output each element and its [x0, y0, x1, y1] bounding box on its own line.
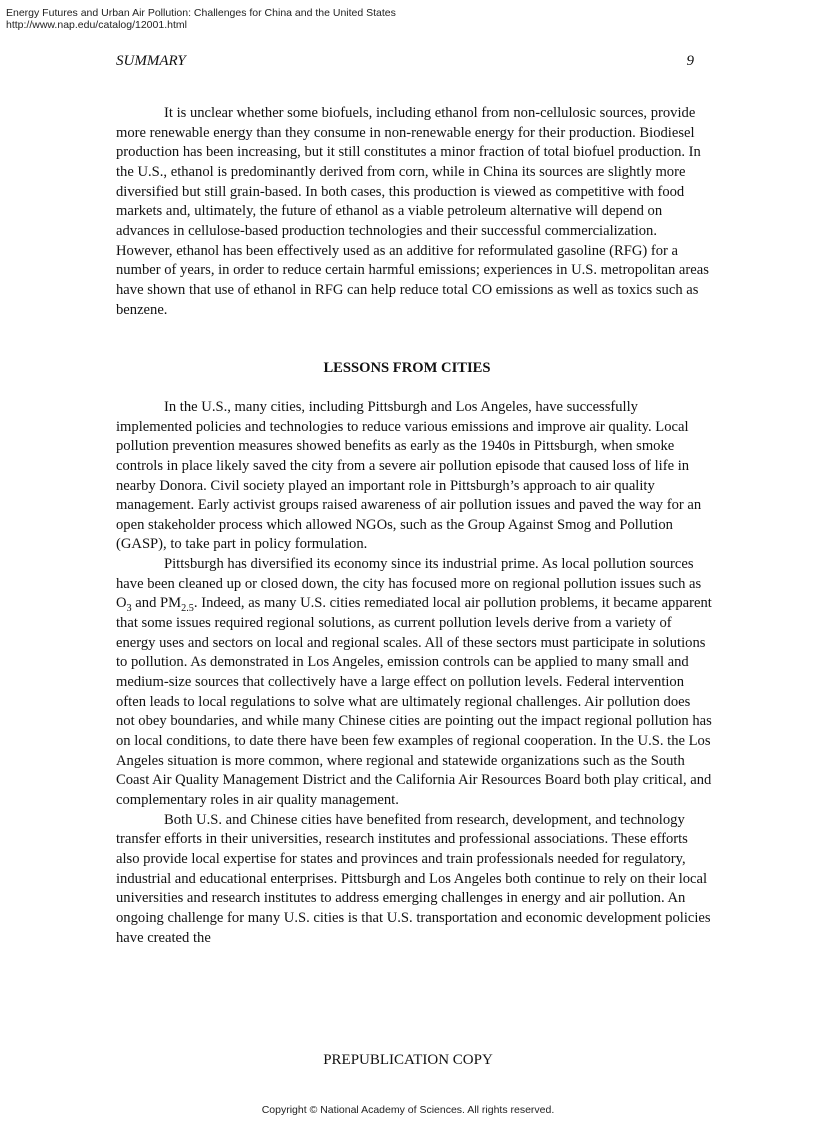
prepublication-footer: PREPUBLICATION COPY	[323, 1052, 493, 1068]
copyright-notice: Copyright © National Academy of Sciences. All rights reserved.	[261, 1104, 555, 1116]
subscript-pm25: 2.5	[181, 603, 194, 615]
pittsburgh-text-before: Pittsburgh has diversified its economy since its industrial prime. As local pollution sources have been cleaned up or closed down, the city has focused more on regional pollution issues such as O	[116, 556, 702, 612]
body-text	[116, 104, 712, 948]
paragraph-biofuels: It is unclear whether some biofuels, including ethanol from non-cellulosic sources, provide more renewable energy than they consume in non-renewable energy for their production. Biodiesel production has been increasing, but it still constitutes a minor fraction of total biofuel production. In the U.S., ethanol is predominantly derived from corn, while in China its sources are slightly more diversified but still grain-based. In both cases, this production is viewed as competitive with food markets and, ultimately, the future of ethanol as a viable petroleum alternative will depend on advances in cellulose-based production technologies and their successful commercialization. However, ethanol has been effectively used as an additive for reformulated gasoline (RFG) for a number of years, in order to reduce certain harmful emissions; experiences in U.S. metropolitan areas have shown that use of ethanol in RFG can help reduce total CO emissions as well as toxics such as benzene.	[116, 105, 709, 318]
pittsburgh-text-mid: and PM	[131, 595, 182, 612]
pittsburgh-text-after: . Indeed, as many U.S. cities remediated local air pollution problems, it became apparent that some issues required regional solutions, as current pollution levels derive from a variety of energy uses and sectors on local and regional scales. All of these sectors must participate in solutions to pollution. As demonstrated in Los Angeles, emission controls can be applied to many small and medium-size sources that collectively have a large effect on pollution levels. Federal intervention often leads to local regulations to solve what are ultimately regional challenges. Air pollution does not obey boundaries, and while many Chinese cities are pointing out the impact regional pollution has on local conditions, to date there have been few examples of regional cooperation. In the U.S. the Los Angeles situation is more common, where regional and statewide organizations such as the South Coast Air Quality Management District and the California Air Resources Board both play critical, and complementary roles in air quality management.	[116, 595, 712, 808]
paragraph-pittsburgh	[116, 555, 712, 811]
paragraph-universities: Both U.S. and Chinese cities have benefited from research, development, and technology transfer efforts in their universities, research institutes and professional associations. These efforts also provide local expertise for states and provinces and train professionals needed for regulatory, industrial and educational enterprises. Pittsburgh and Los Angeles both continue to rely on their local universities and research institutes to address emerging challenges in energy and air pollution. An ongoing challenge for many U.S. cities is that U.S. transportation and economic development policies have created the	[116, 811, 711, 946]
source-url[interactable]: http://www.nap.edu/catalog/12001.html	[6, 19, 187, 31]
source-title: Energy Futures and Urban Air Pollution: Challenges for China and the United States	[6, 7, 396, 19]
section-heading: LESSONS FROM CITIES	[323, 360, 491, 377]
subscript-o3: 3	[126, 603, 132, 615]
page-number: 9	[686, 53, 694, 69]
paragraph-cities-intro: In the U.S., many cities, including Pittsburgh and Los Angeles, have successfully implemented policies and technologies to reduce various emissions and improve air quality. Local pollution prevention measures showed benefits as early as the 1940s in Pittsburgh, when smoke controls in place likely saved the city from a severe air pollution episode that caused loss of life in nearby Donora. Civil society played an important role in Pittsburgh’s approach to air quality management. Early activist groups raised awareness of air pollution issues and paved the way for an open stakeholder process which allowed NGOs, such as the Group Against Smog and Pollution (GASP), to take part in policy formulation.	[116, 398, 702, 553]
source-header	[6, 7, 396, 31]
running-head-section: SUMMARY	[116, 53, 186, 69]
